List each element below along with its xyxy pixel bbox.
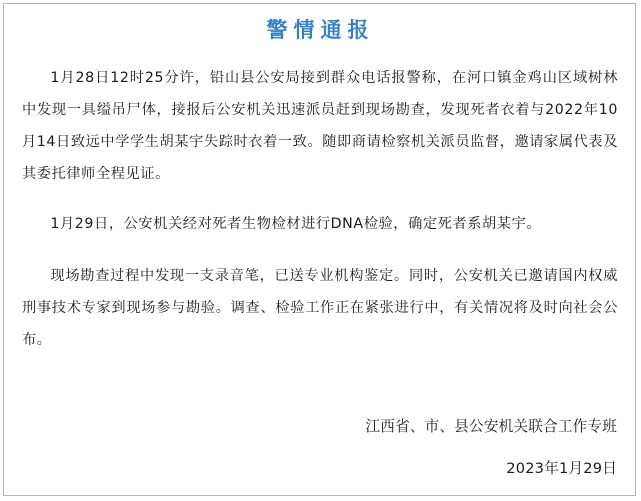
issue-date: 2023年1月29日 xyxy=(506,460,617,477)
notice-title: 警情通报 xyxy=(266,18,375,42)
issuer-signature: 江西省、市、县公安机关联合工作专班 xyxy=(365,418,617,435)
notice-paragraph-2: 1月29日，公安机关经对死者生物检材进行DNA检验，确定死者系胡某宇。 xyxy=(50,216,542,232)
notice-paragraph-1: 1月28日12时25分许，铅山县公安局接到群众电话报警称，在河口镇金鸡山区域树林中发现一具缢吊尸体，接报后公安机关迅速派员赶到现场勘查，发现死者衣着与2022年10月14日致远中学学生胡某宇失踪时衣着一致。随即商请检察机关派员监督，邀请家属代表及其委托律师全程见证。 xyxy=(22,70,618,182)
notice-paragraph-3: 现场勘查过程中发现一支录音笔，已送专业机构鉴定。同时，公安机关已邀请国内权威刑事技术专家到现场参与勘验。调查、检验工作正在紧张进行中，有关情况将及时向社会公布。 xyxy=(22,268,618,348)
